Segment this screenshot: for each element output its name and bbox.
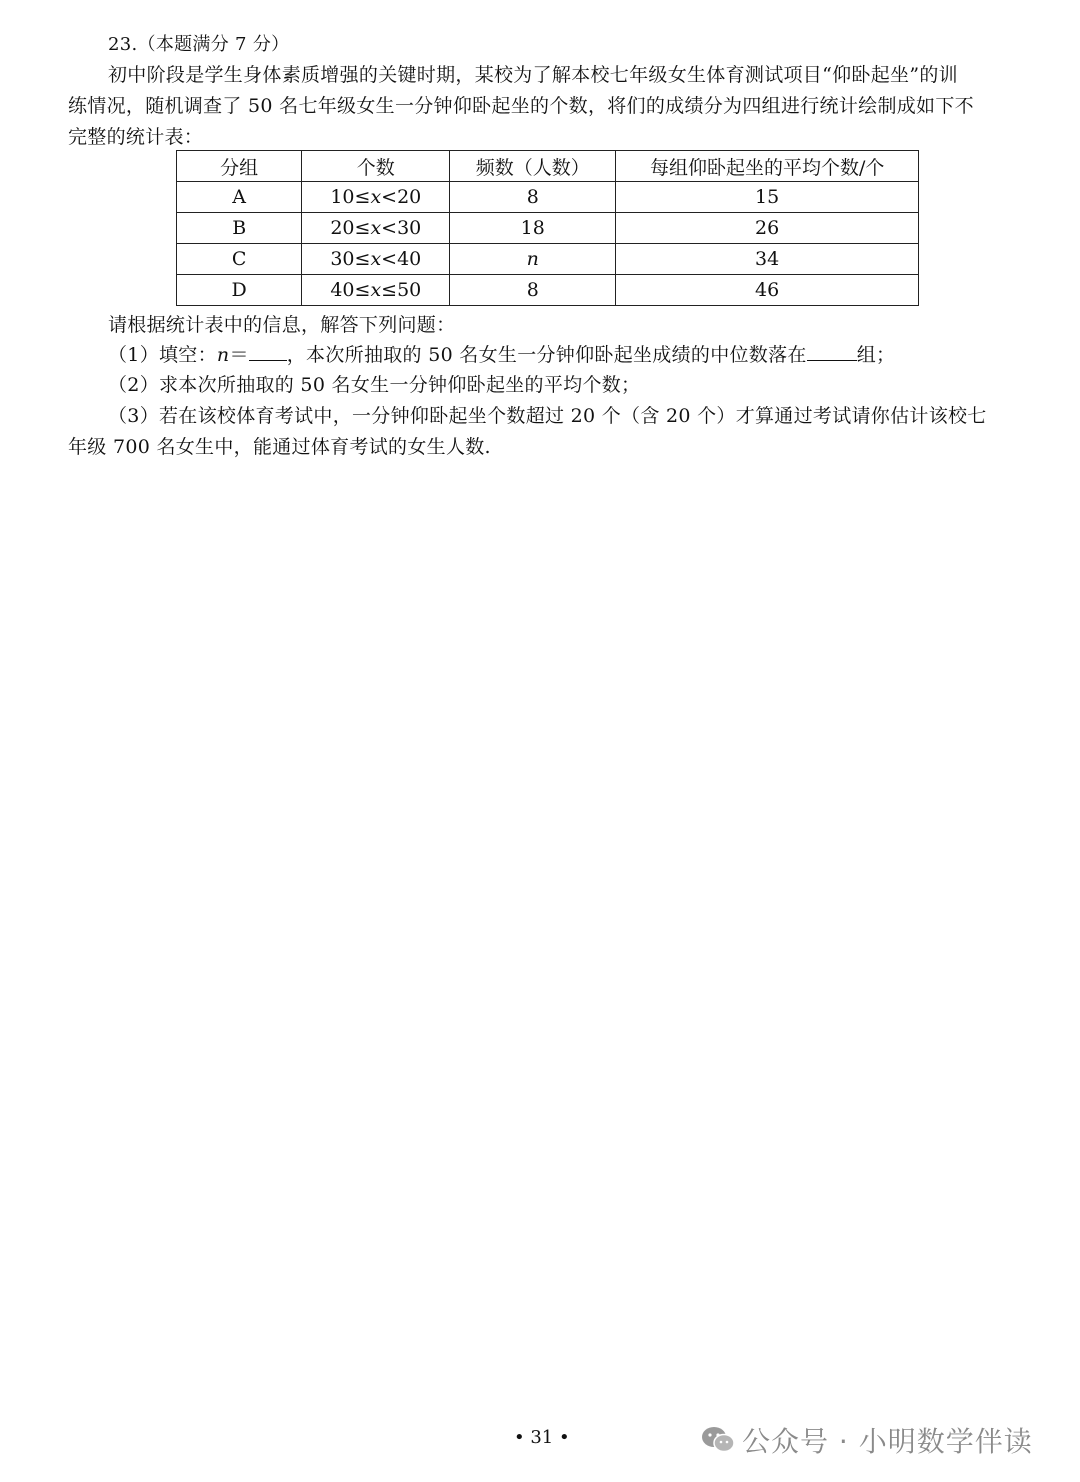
statistics-table xyxy=(176,150,919,306)
question-3-line-2: 年级 700 名女生中，能通过体育考试的女生人数. xyxy=(68,436,491,458)
cell-average: 46 xyxy=(616,275,919,306)
q1-variable: n xyxy=(216,344,230,366)
question-title: 23.（本题满分 7 分） xyxy=(108,34,290,55)
range-high: <20 xyxy=(381,186,422,208)
table-row xyxy=(177,213,919,244)
intro-line-2: 练情况，随机调查了 50 名七年级女生一分钟仰卧起坐的个数，将们的成绩分为四组进行统计绘制成如下不 xyxy=(68,95,974,117)
range-low: 10≤ xyxy=(330,186,371,208)
intro-line-3: 完整的统计表： xyxy=(68,126,204,148)
range-high: <30 xyxy=(381,217,422,239)
range-high: <40 xyxy=(381,248,422,270)
range-var: x xyxy=(370,186,382,208)
cell-range xyxy=(302,275,450,306)
question-2: （2）求本次所抽取的 50 名女生一分钟仰卧起坐的平均个数； xyxy=(108,374,641,396)
range-high: ≤50 xyxy=(381,279,422,301)
cell-range xyxy=(302,213,450,244)
watermark xyxy=(700,1420,1033,1460)
header-average: 每组仰卧起坐的平均个数/个 xyxy=(616,151,919,182)
cell-range xyxy=(302,182,450,213)
table-row xyxy=(177,182,919,213)
table-row xyxy=(177,244,919,275)
watermark-text: 公众号 · 小明数学伴读 xyxy=(742,1425,1033,1458)
range-low: 20≤ xyxy=(330,217,371,239)
cell-average: 34 xyxy=(616,244,919,275)
table-row xyxy=(177,275,919,306)
range-var: x xyxy=(370,217,382,239)
table-header-row xyxy=(177,151,919,182)
header-group: 分组 xyxy=(177,151,302,182)
questions-prompt: 请根据统计表中的信息，解答下列问题： xyxy=(108,314,456,336)
range-var: x xyxy=(370,248,382,270)
cell-group: C xyxy=(177,244,302,275)
header-frequency: 频数（人数） xyxy=(450,151,616,182)
q1-end: 组； xyxy=(856,344,896,366)
cell-frequency: 8 xyxy=(450,182,616,213)
answer-blank-n[interactable] xyxy=(249,342,287,361)
cell-group: B xyxy=(177,213,302,244)
cell-range xyxy=(302,244,450,275)
q1-text: ，本次所抽取的 50 名女生一分钟仰卧起坐成绩的中位数落在 xyxy=(286,344,807,366)
cell-average: 26 xyxy=(616,213,919,244)
range-var: x xyxy=(370,279,382,301)
q1-equals: ＝ xyxy=(229,344,249,366)
cell-frequency: 18 xyxy=(450,213,616,244)
page-number: • 31 • xyxy=(514,1427,570,1448)
cell-frequency: n xyxy=(450,244,616,275)
cell-group: D xyxy=(177,275,302,306)
answer-blank-group[interactable] xyxy=(807,342,857,361)
question-3-line-1: （3）若在该校体育考试中，一分钟仰卧起坐个数超过 20 个（含 20 个）才算通过考试请你估计该校七 xyxy=(108,405,987,427)
cell-average: 15 xyxy=(616,182,919,213)
question-1 xyxy=(108,342,895,368)
range-low: 30≤ xyxy=(330,248,371,270)
wechat-icon xyxy=(700,1424,736,1456)
cell-frequency: 8 xyxy=(450,275,616,306)
range-low: 40≤ xyxy=(330,279,371,301)
header-count: 个数 xyxy=(302,151,450,182)
cell-group: A xyxy=(177,182,302,213)
intro-line-1: 初中阶段是学生身体素质增强的关键时期，某校为了解本校七年级女生体育测试项目“仰卧起坐”的训 xyxy=(108,64,958,86)
q1-label: （1）填空： xyxy=(108,344,217,366)
